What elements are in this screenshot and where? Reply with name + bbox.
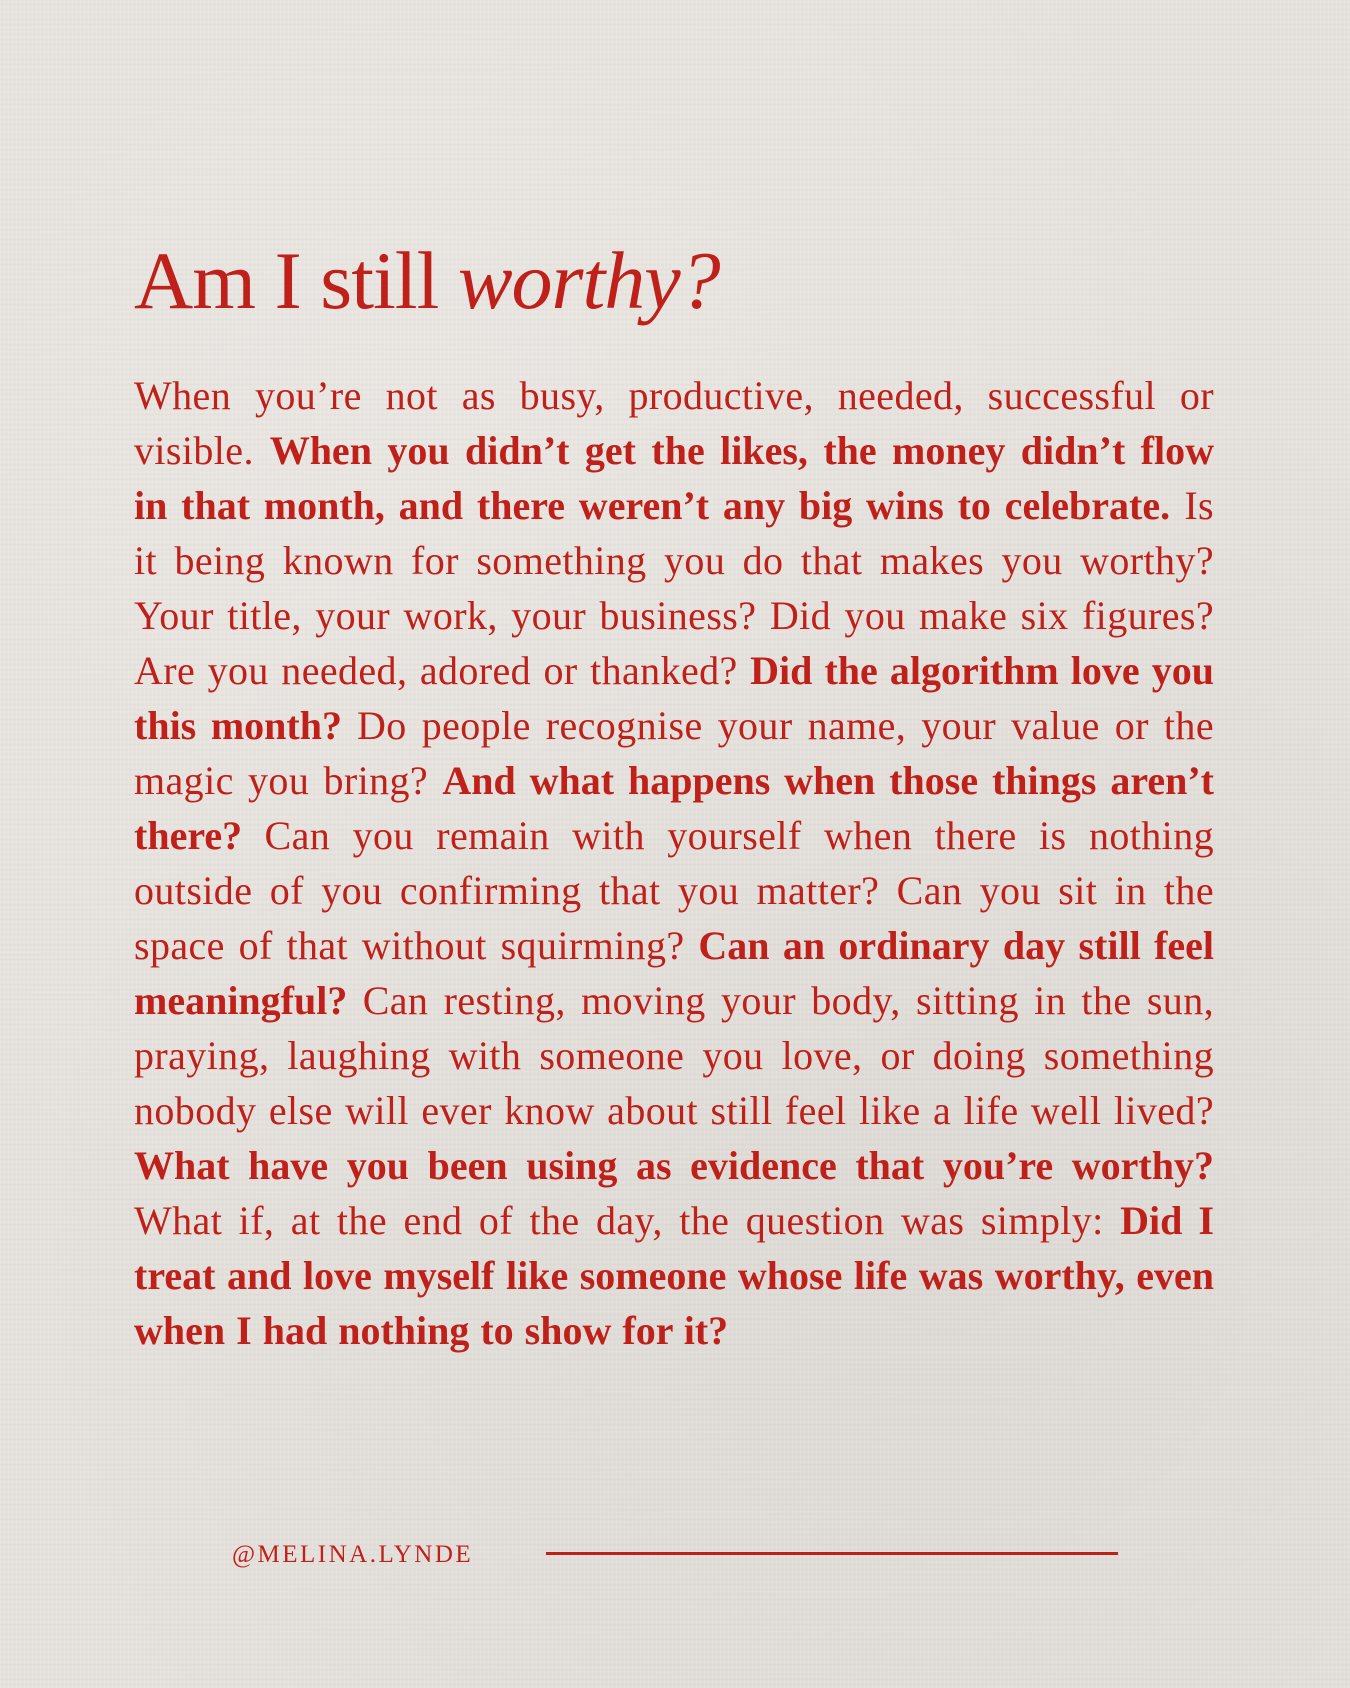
sentence-1: When you’re not as busy, productive, needed, successful or visible. bbox=[134, 373, 1214, 473]
sentence-7: Can you remain with yourself when there is nothing outside of you confirming that you matter? Can you sit in the space of that without squirming? bbox=[134, 813, 1214, 968]
sentence-2-bold: When you didn’t get the likes, the money didn’t flow in that month, and there weren’t any big wins to celebrate. bbox=[134, 428, 1214, 528]
sentence-11: What if, at the end of the day, the question was simply: bbox=[134, 1198, 1104, 1243]
title-plain: Am I still bbox=[134, 235, 458, 326]
sentence-12-bold: Did I treat and love myself like someone whose life was worthy, even when I had nothing to show for it? bbox=[134, 1198, 1215, 1353]
sentence-6-bold: And what happens when those things aren’t there? bbox=[134, 758, 1215, 858]
footer-divider-line bbox=[546, 1552, 1118, 1555]
sentence-5: Do people recognise your name, your value or the magic you bring? bbox=[134, 703, 1214, 803]
sentence-3: Is it being known for something you do that makes you worthy? Your title, your work, your business? Did you make six figures? Are you needed, adored or thanked? bbox=[134, 483, 1214, 693]
page-title bbox=[134, 226, 720, 336]
sentence-10-bold: What have you been using as evidence that you’re worthy? bbox=[134, 1143, 1214, 1188]
title-emphasis: worthy? bbox=[457, 235, 720, 326]
sentence-8-bold: Can an ordinary day still feel meaningful? bbox=[134, 923, 1215, 1023]
sentence-9: Can resting, moving your body, sitting in the sun, praying, laughing with someone you love, or doing something nobody else will ever know about still feel like a life well lived? bbox=[134, 978, 1214, 1133]
footer bbox=[0, 1538, 1350, 1574]
body-paragraph bbox=[134, 368, 1214, 1358]
author-handle: @MELINA.LYNDE bbox=[232, 1541, 474, 1568]
sentence-4-bold: Did the algorithm love you this month? bbox=[134, 648, 1214, 748]
